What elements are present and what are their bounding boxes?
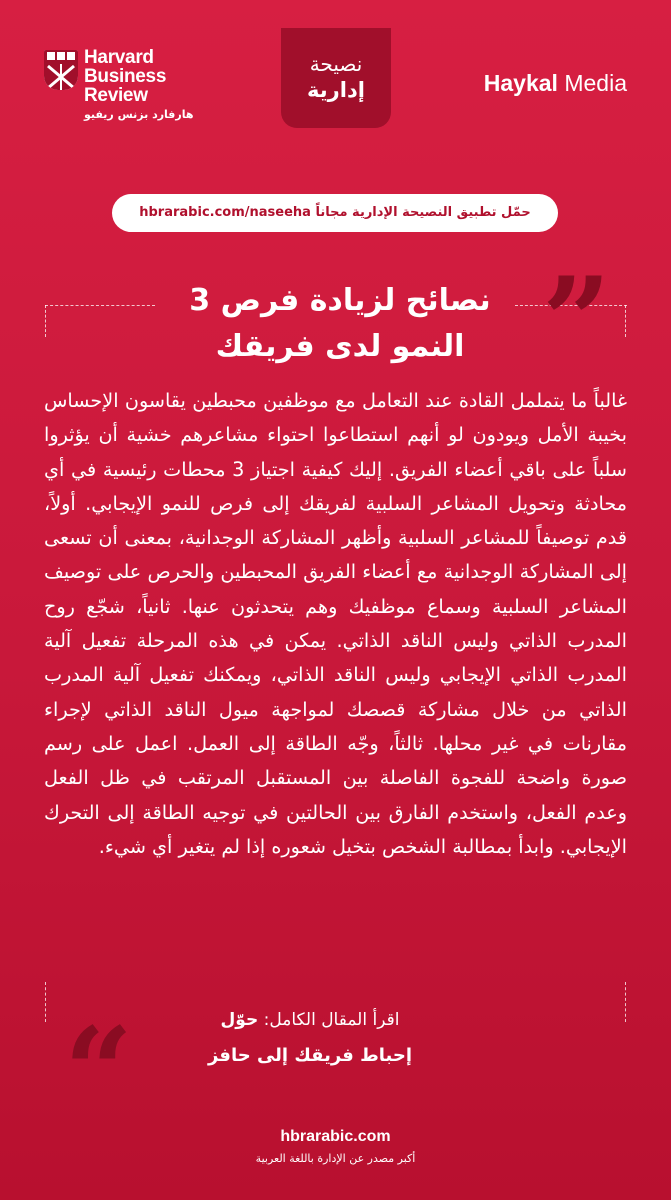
- frame-bottom-left-dash: [45, 982, 46, 1022]
- category-tab: [281, 28, 391, 128]
- haykal-media-logo: [484, 70, 627, 97]
- haykal-light: Media: [557, 70, 627, 96]
- read-more-block[interactable]: [180, 1006, 440, 1074]
- title-line-1: 3 نصائح لزيادة فرص: [189, 283, 491, 318]
- footer-tagline: أكبر مصدر عن الإدارة باللغة العربية: [255, 1152, 416, 1165]
- logo-line-2: Business: [84, 66, 167, 87]
- frame-left-dash: [45, 305, 46, 337]
- read-more-prefix: اقرأ المقال الكامل:: [258, 1010, 400, 1030]
- read-more-bold: حوّل: [220, 1010, 259, 1030]
- read-more-line-1: [180, 1006, 440, 1034]
- hbr-logo: [44, 48, 214, 128]
- frame-bottom-right-dash: [625, 982, 626, 1022]
- footer-site-link[interactable]: hbrarabic.com: [280, 1128, 391, 1145]
- article-body: غالباً ما يتململ القادة عند التعامل مع موظفين محبطين يقاسون الإحساس بخيبة الأمل ويودون لو أنهم استطاعوا احتواء مشاعرهم خشية أن يؤثروا سلباً على باقي أعضاء الفريق. إليك كيفية اجتياز 3 محطات رئيسية في أي محادثة وتحويل المشاعر السلبية لفريقك إلى فرص للنمو الإيجابي. أولاً، قدم توصيفاً للمشاعر السلبية وأظهر المشاركة الوجدانية، بمعنى أن تسعى إلى المشاركة الوجدانية مع أعضاء الفريق المحبطين والحرص على توصيف المشاعر السلبية وسماع موظفيك وهم يتحدثون عنها. ثانياً، شجّع روح المدرب الذاتي وليس الناقد الذاتي. يمكن في هذه المرحلة تفعيل آلية المدرب الذاتي الإيجابي وليس الناقد الذاتي، ويمكنك تفعيل آلية المدرب الذاتي من خلال مشاركة قصصك لمواجهة ميول الناقد الذاتي لإجراء مقارنات في غير محلها. ثالثاً، وجّه الطاقة إلى العمل. اعمل على رسم صورة واضحة للفجوة الفاصلة بين المستقبل المرتقب في ظل الفعل وعدم الفعل، واستخدم الفارق بين الحالتين في توجيه الطاقة إلى التحرك الإيجابي. وابدأ بمطالبة الشخص بتخيل شعوره إذا لم يتغير أي شيء.: [44, 389, 627, 858]
- logo-line-3: Review: [84, 85, 148, 106]
- logo-line-1: Harvard: [84, 47, 154, 68]
- article-title: [160, 278, 520, 370]
- logo-arabic: هارفارد بزنس ريفيو: [84, 108, 194, 121]
- title-line-2: النمو لدى فريقك: [215, 329, 465, 364]
- app-download-banner[interactable]: hbrarabic.com/naseeha حمّل تطبيق النصيحة الإدارية مجاناً: [112, 194, 558, 232]
- tab-line-2: إدارية: [307, 78, 365, 102]
- quote-open-icon: ”: [542, 251, 612, 392]
- frame-top-left-dash: [45, 305, 155, 306]
- footer: [0, 1128, 671, 1165]
- haykal-bold: Haykal: [483, 70, 558, 96]
- tab-line-1: نصيحة: [309, 52, 363, 76]
- quote-close-icon: “: [64, 1001, 134, 1142]
- hbr-wordmark: [84, 48, 166, 105]
- harvard-shield-icon: [44, 50, 78, 90]
- frame-right-dash: [625, 305, 626, 337]
- read-more-article-link[interactable]: إحباط فريقك إلى حافز: [207, 1045, 413, 1066]
